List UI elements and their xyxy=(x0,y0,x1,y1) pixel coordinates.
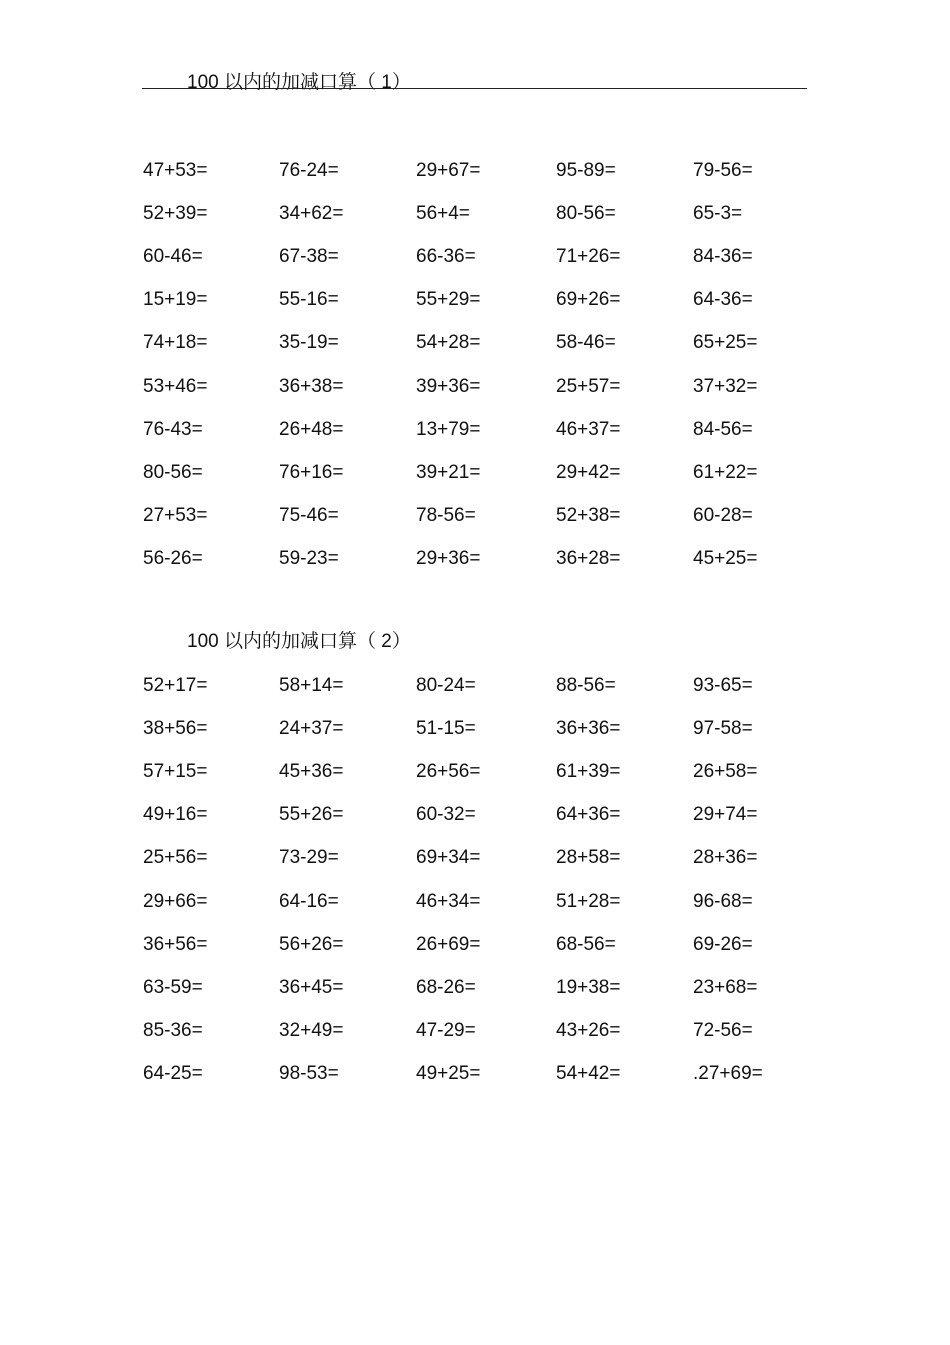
problem-cell: 36+45= xyxy=(279,976,344,998)
problem-cell: 28+58= xyxy=(556,847,621,869)
problem-cell: 55-16= xyxy=(279,289,339,311)
problem-cell: 46+37= xyxy=(556,418,621,440)
problem-cell: 51+28= xyxy=(556,890,621,912)
problem-cell: 95-89= xyxy=(556,160,616,181)
problem-cell: 79-56= xyxy=(693,160,753,181)
problem-cell: 64+36= xyxy=(556,804,621,826)
problem-cell: 59-23= xyxy=(279,547,339,569)
problem-cell: 80-56= xyxy=(556,203,616,225)
problem-cell: 28+36= xyxy=(693,847,758,869)
problem-cell: 26+58= xyxy=(693,761,758,783)
problem-cell: 25+56= xyxy=(143,847,208,869)
problem-cell: 68-26= xyxy=(416,976,476,998)
problem-cell: 49+25= xyxy=(416,1062,481,1084)
problem-cell: 43+26= xyxy=(556,1019,621,1041)
problem-cell: 80-24= xyxy=(416,675,476,696)
problem-cell: 72-56= xyxy=(693,1019,753,1041)
problem-cell: 63-59= xyxy=(143,976,203,998)
problem-cell: 96-68= xyxy=(693,890,753,912)
problem-cell: 45+25= xyxy=(693,547,758,569)
problem-cell: 76+16= xyxy=(279,461,344,483)
title-underline xyxy=(142,88,807,89)
problem-cell: 26+48= xyxy=(279,418,344,440)
problem-cell: 69-26= xyxy=(693,933,753,955)
problem-cell: 46+34= xyxy=(416,890,481,912)
problem-cell: .27+69= xyxy=(693,1062,763,1084)
problem-cell: 76-24= xyxy=(279,160,339,181)
problem-cell: 36+38= xyxy=(279,375,344,397)
problem-cell: 68-56= xyxy=(556,933,616,955)
problem-cell: 78-56= xyxy=(416,504,476,526)
problem-cell: 71+26= xyxy=(556,246,621,268)
problem-cell: 61+22= xyxy=(693,461,758,483)
problem-cell: 54+42= xyxy=(556,1062,621,1084)
problem-cell: 36+56= xyxy=(143,933,208,955)
problem-cell: 55+29= xyxy=(416,289,481,311)
problem-cell: 45+36= xyxy=(279,761,344,783)
problem-cell: 56-26= xyxy=(143,547,203,569)
problem-cell: 64-16= xyxy=(279,890,339,912)
problem-cell: 97-58= xyxy=(693,718,753,740)
problem-cell: 64-36= xyxy=(693,289,753,311)
problem-cell: 84-56= xyxy=(693,418,753,440)
problem-cell: 29+67= xyxy=(416,160,481,181)
problem-cell: 66-36= xyxy=(416,246,476,268)
problem-cell: 13+79= xyxy=(416,418,481,440)
problem-cell: 52+39= xyxy=(143,203,208,225)
problem-cell: 98-53= xyxy=(279,1062,339,1084)
problem-cell: 53+46= xyxy=(143,375,208,397)
problem-cell: 32+49= xyxy=(279,1019,344,1041)
problem-cell: 65+25= xyxy=(693,332,758,354)
problem-cell: 73-29= xyxy=(279,847,339,869)
problem-cell: 35-19= xyxy=(279,332,339,354)
problem-cell: 84-36= xyxy=(693,246,753,268)
problem-cell: 57+15= xyxy=(143,761,208,783)
problem-cell: 60-28= xyxy=(693,504,753,526)
problem-cell: 23+68= xyxy=(693,976,758,998)
problem-cell: 60-46= xyxy=(143,246,203,268)
problem-cell: 56+26= xyxy=(279,933,344,955)
section-title-1: 100 以内的加减口算（ 1） xyxy=(187,72,411,93)
problem-cell: 76-43= xyxy=(143,418,203,440)
problem-cell: 58-46= xyxy=(556,332,616,354)
problem-cell: 65-3= xyxy=(693,203,743,225)
problem-cell: 47+53= xyxy=(143,160,208,181)
problem-cell: 80-56= xyxy=(143,461,203,483)
problem-cell: 19+38= xyxy=(556,976,621,998)
problem-cell: 39+36= xyxy=(416,375,481,397)
problem-cell: 39+21= xyxy=(416,461,481,483)
problem-cell: 29+42= xyxy=(556,461,621,483)
problem-cell: 51-15= xyxy=(416,718,476,740)
section-title-2: 100 以内的加减口算（ 2） xyxy=(187,631,411,652)
problem-cell: 52+17= xyxy=(143,675,208,696)
problem-cell: 61+39= xyxy=(556,761,621,783)
problem-cell: 29+36= xyxy=(416,547,481,569)
problem-cell: 49+16= xyxy=(143,804,208,826)
problem-cell: 60-32= xyxy=(416,804,476,826)
problem-cell: 27+53= xyxy=(143,504,208,526)
problem-cell: 64-25= xyxy=(143,1062,203,1084)
problem-cell: 67-38= xyxy=(279,246,339,268)
problem-cell: 34+62= xyxy=(279,203,344,225)
problem-cell: 58+14= xyxy=(279,675,344,696)
problem-cell: 29+66= xyxy=(143,890,208,912)
problem-cell: 74+18= xyxy=(143,332,208,354)
problem-cell: 55+26= xyxy=(279,804,344,826)
problem-cell: 69+26= xyxy=(556,289,621,311)
problem-cell: 37+32= xyxy=(693,375,758,397)
problem-cell: 75-46= xyxy=(279,504,339,526)
problem-cell: 88-56= xyxy=(556,675,616,696)
problem-cell: 15+19= xyxy=(143,289,208,311)
problem-cell: 47-29= xyxy=(416,1019,476,1041)
problem-cell: 36+28= xyxy=(556,547,621,569)
problem-cell: 29+74= xyxy=(693,804,758,826)
problem-cell: 36+36= xyxy=(556,718,621,740)
problem-cell: 54+28= xyxy=(416,332,481,354)
problem-cell: 56+4= xyxy=(416,203,470,225)
problem-cell: 85-36= xyxy=(143,1019,203,1041)
problem-cell: 93-65= xyxy=(693,675,753,696)
problem-cell: 26+56= xyxy=(416,761,481,783)
problem-cell: 38+56= xyxy=(143,718,208,740)
problem-cell: 26+69= xyxy=(416,933,481,955)
problem-cell: 24+37= xyxy=(279,718,344,740)
problem-cell: 52+38= xyxy=(556,504,621,526)
problem-cell: 25+57= xyxy=(556,375,621,397)
problem-cell: 69+34= xyxy=(416,847,481,869)
